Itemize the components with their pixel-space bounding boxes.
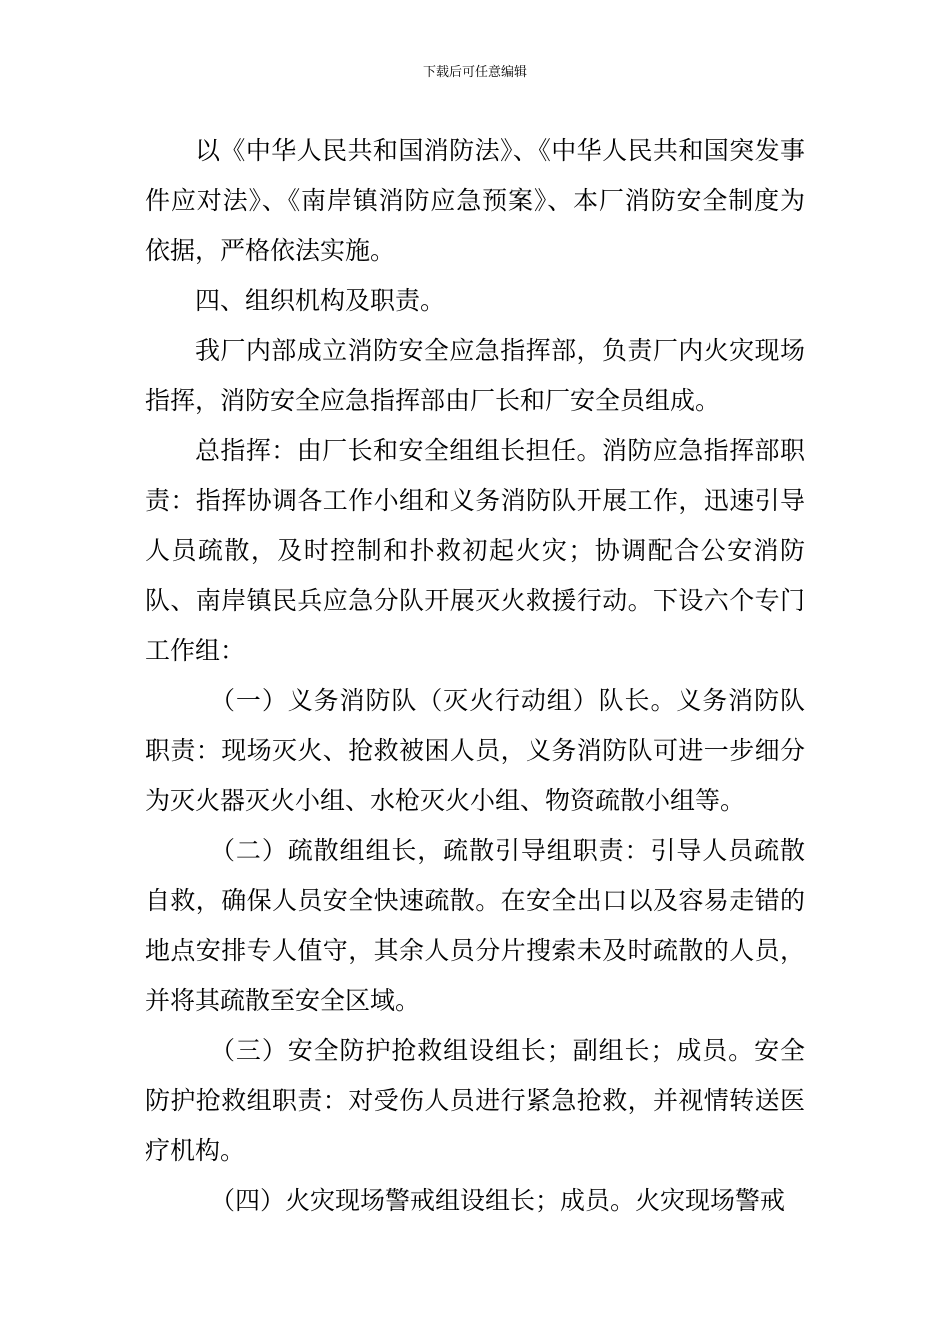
page-header-note: 下载后可任意编辑 bbox=[422, 65, 527, 80]
paragraph-group-3: （三）安全防护抢救组设组长；副组长；成员。安全防护抢救组职责：对受伤人员进行紧急抢救，并视情转送医疗机构。 bbox=[145, 1036, 805, 1165]
paragraph-group-4: （四）火灾现场警戒组设组长；成员。火灾现场警戒 bbox=[210, 1186, 786, 1215]
document-body bbox=[145, 126, 805, 1226]
paragraph-command-center: 我厂内部成立消防安全应急指挥部，负责厂内火灾现场指挥，消防安全应急指挥部由厂长和厂安全员组成。 bbox=[145, 336, 805, 415]
paragraph-group-2: （二）疏散组组长，疏散引导组职责：引导人员疏散自救，确保人员安全快速疏散。在安全出口以及容易走错的地点安排专人值守，其余人员分片搜索未及时疏散的人员，并将其疏散至安全区域。 bbox=[145, 836, 805, 1015]
section-heading-organization: 四、组织机构及职责。 bbox=[195, 286, 446, 315]
paragraph-group-1: （一）义务消防队（灭火行动组）队长。义务消防队职责：现场灭火、抢救被困人员，义务消防队可进一步细分为灭火器灭火小组、水枪灭火小组、物资疏散小组等。 bbox=[145, 686, 805, 815]
paragraph-general-command: 总指挥：由厂长和安全组组长担任。消防应急指挥部职责：指挥协调各工作小组和义务消防队开展工作，迅速引导人员疏散，及时控制和扑救初起火灾；协调配合公安消防队、南岸镇民兵应急分队开展灭火救援行动。下设六个专门工作组： bbox=[145, 436, 805, 665]
paragraph-legal-basis: 以《中华人民共和国消防法》、《中华人民共和国突发事件应对法》、《南岸镇消防应急预案》、本厂消防安全制度为依据，严格依法实施。 bbox=[145, 136, 805, 265]
